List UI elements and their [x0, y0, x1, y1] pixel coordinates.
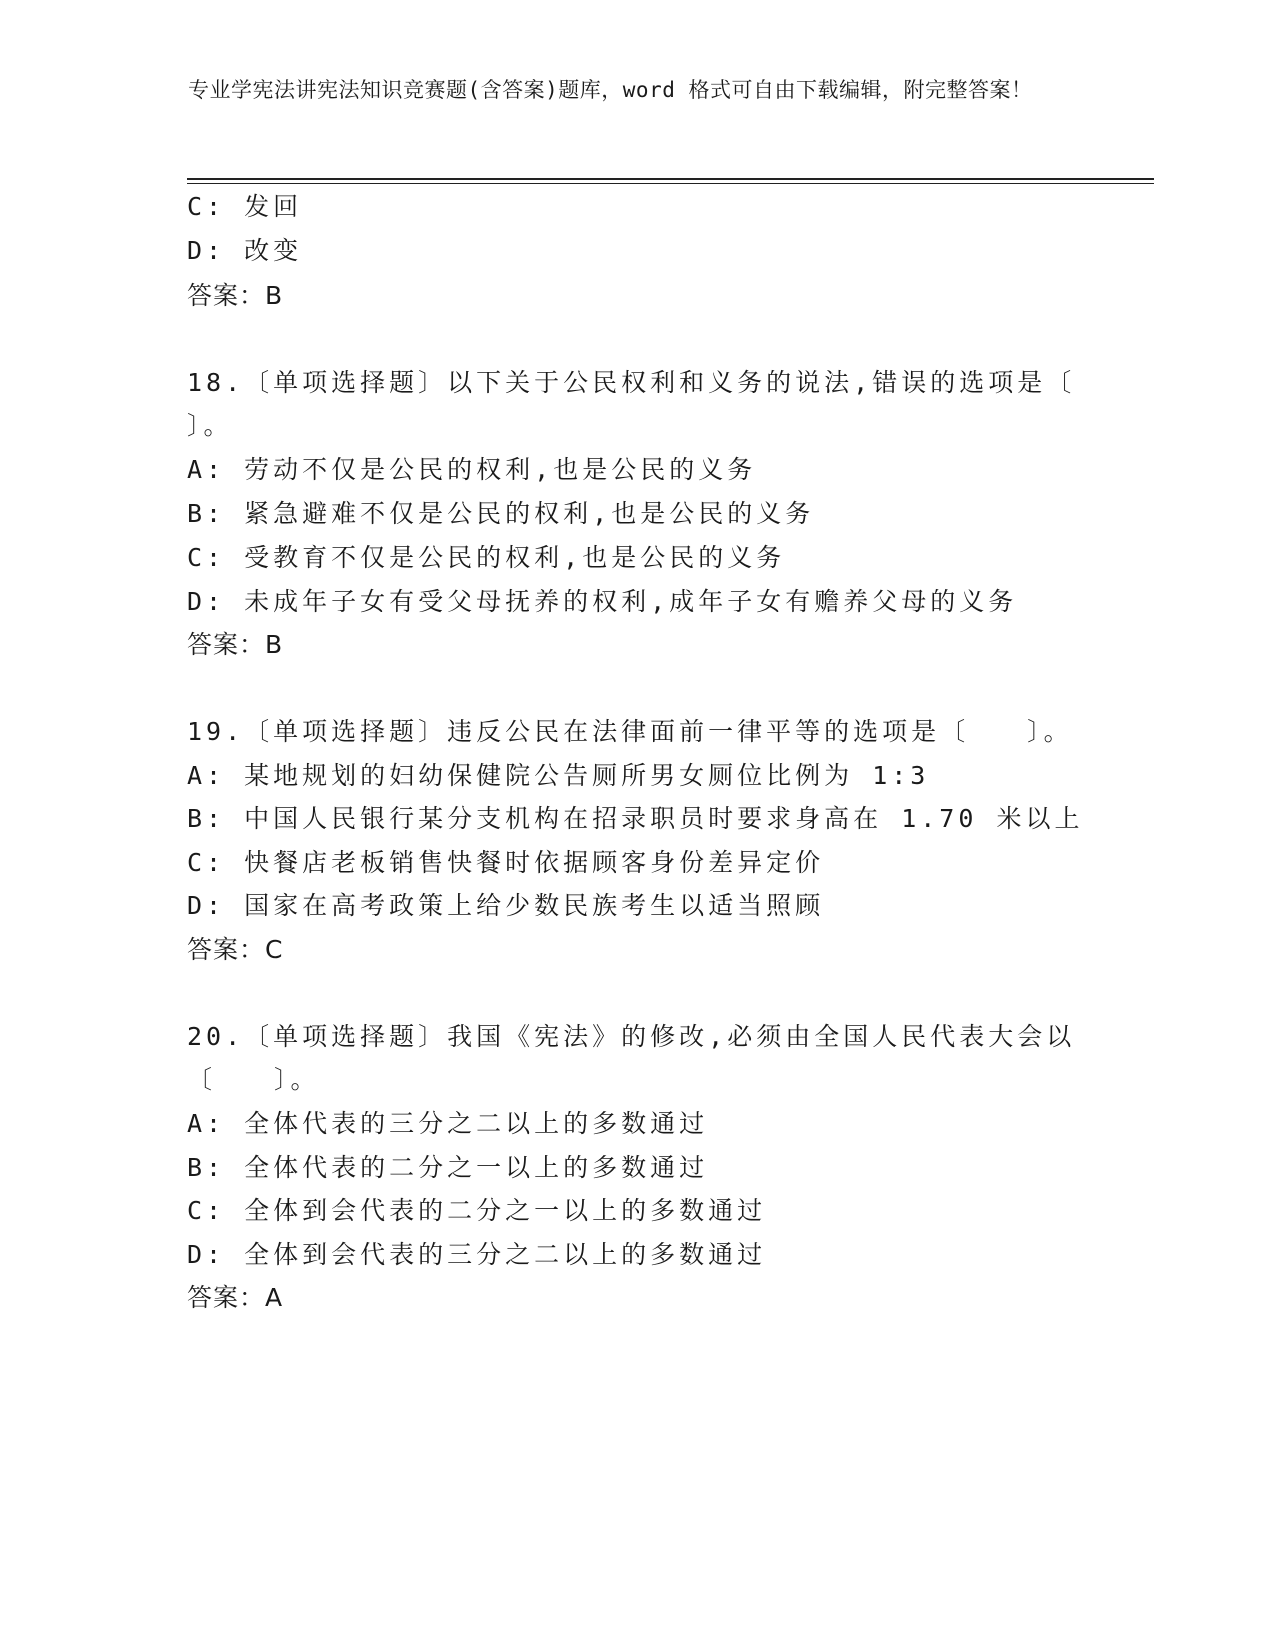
option-b: B: 中国人民银行某分支机构在招录职员时要求身高在 1.70 米以上 [187, 804, 1084, 833]
option-d: D: 国家在高考政策上给少数民族考生以适当照顾 [187, 891, 825, 920]
answer: 答案：B [187, 630, 284, 659]
option-d: D: 未成年子女有受父母抚养的权利,成年子女有赡养父母的义务 [187, 587, 1018, 616]
answer: 答案：C [187, 935, 284, 964]
option-a: A: 劳动不仅是公民的权利,也是公民的义务 [187, 455, 757, 484]
question-stem-cont: 〕。 [187, 411, 233, 440]
question-stem: 20.〔单项选择题〕我国《宪法》的修改,必须由全国人民代表大会以 [187, 1022, 1076, 1051]
option-c: C: 快餐店老板销售快餐时依据顾客身份差异定价 [187, 848, 825, 877]
option-c: C: 全体到会代表的二分之一以上的多数通过 [187, 1196, 767, 1225]
question-stem: 19.〔单项选择题〕违反公民在法律面前一律平等的选项是〔 〕。 [187, 717, 1073, 746]
header-divider-thin [187, 183, 1154, 184]
option-c: C: 发回 [187, 192, 303, 221]
answer: 答案：B [187, 281, 284, 310]
option-c: C: 受教育不仅是公民的权利,也是公民的义务 [187, 543, 786, 572]
option-a: A: 某地规划的妇幼保健院公告厕所男女厕位比例为 1:3 [187, 761, 930, 790]
question-stem: 18.〔单项选择题〕以下关于公民权利和义务的说法,错误的选项是〔 [187, 368, 1076, 397]
option-d: D: 改变 [187, 236, 303, 265]
option-b: B: 全体代表的二分之一以上的多数通过 [187, 1153, 709, 1182]
question-stem-cont: 〔 〕。 [187, 1065, 320, 1094]
page-header: 专业学宪法讲宪法知识竞赛题(含答案)题库，word 格式可自由下载编辑，附完整答案！ [188, 78, 1033, 102]
answer: 答案：A [187, 1283, 284, 1312]
option-d: D: 全体到会代表的三分之二以上的多数通过 [187, 1240, 767, 1269]
option-a: A: 全体代表的三分之二以上的多数通过 [187, 1109, 709, 1138]
option-b: B: 紧急避难不仅是公民的权利,也是公民的义务 [187, 499, 815, 528]
header-divider [187, 178, 1154, 180]
